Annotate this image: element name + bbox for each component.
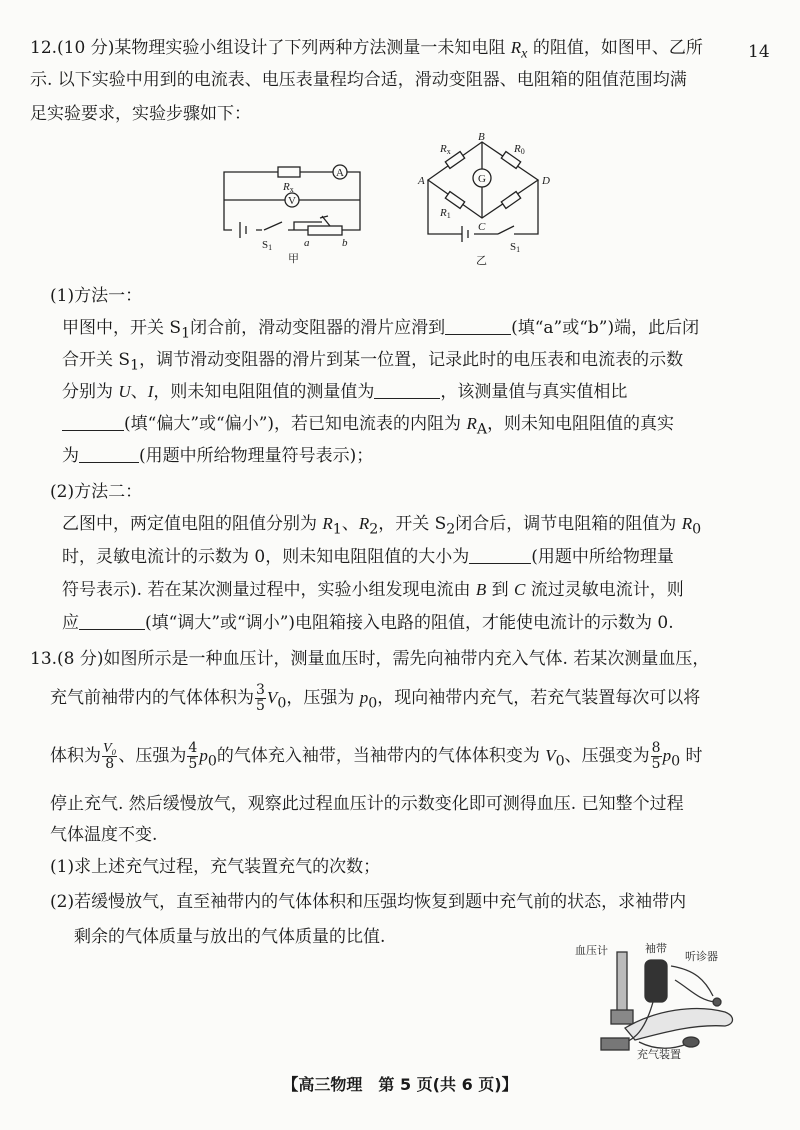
- fraction-4-5: $\frac{4}{5}$: [188, 740, 198, 772]
- fraction-v0-8: $\frac{\text{V₀}}{8}$: [103, 741, 117, 772]
- label-ammeter: A: [336, 167, 344, 179]
- label-galvanometer: G: [478, 173, 486, 185]
- fraction-8-5: $\frac{8}{5}$: [651, 740, 661, 772]
- label-stethoscope: 听诊器: [685, 951, 718, 963]
- method1-line-4: (填“偏大”或“偏小”)，若已知电流表的内阻为 $R_A$，则未知电阻阻值的真实: [62, 412, 674, 441]
- method1-line-5: 为 (用题中所给物理量符号表示)；: [62, 446, 374, 466]
- label-rx-yi: Rx: [440, 143, 451, 156]
- method2-line-1: 乙图中，两定值电阻的阻值分别为 $R_1$、$R_2$，开关 $S_2$闭合后，调节电阻箱的阻值为 $R_0$: [62, 514, 702, 538]
- answer-blank-6[interactable]: [79, 612, 145, 630]
- method1-line-1: 甲图中，开关 $S_1$闭合前，滑动变阻器的滑片应滑到 (填“a”或“b”)端，此后闭: [62, 318, 700, 342]
- label-r1-yi: R1: [440, 207, 451, 220]
- method2-line-2: 时，灵敏电流计的示数为 0，则未知电阻阻值的大小为 (用题中所给物理量: [62, 547, 674, 567]
- label-r0-yi: R0: [514, 143, 525, 156]
- method1-line-2: 合开关 $S_1$，调节滑动变阻器的滑片到某一位置，记录此时的电压表和电流表的示数: [62, 350, 684, 374]
- label-voltmeter: V: [288, 195, 296, 207]
- q13-line-1: 13.(8 分)如图所示是一种血压计，测量血压时，需先向袖带内充入气体. 若某次测量血压，: [30, 649, 710, 669]
- label-node-a: A: [418, 175, 425, 187]
- corner-page-number: 14: [748, 42, 770, 62]
- caption-yi: 乙: [476, 255, 487, 267]
- method1-line-3: 分别为 U、I，则未知电阻阻值的测量值为 ，该测量值与真实值相比: [62, 382, 628, 402]
- fraction-3-5: $\frac{3}{5}$: [256, 682, 265, 714]
- page-footer: 【高三物理 第 5 页(共 6 页)】: [282, 1075, 518, 1094]
- label-node-b: B: [478, 131, 485, 143]
- label-rx-jia: Rx: [283, 181, 294, 194]
- label-pump: 充气装置: [637, 1049, 681, 1060]
- label-cuff: 袖带: [645, 943, 667, 955]
- label-b: b: [342, 237, 348, 249]
- label-switch-yi: S1: [510, 241, 521, 254]
- q13-line-4: 停止充气. 然后缓慢放气，观察此过程血压计的示数变化即可测得血压. 已知整个过程: [50, 794, 684, 814]
- answer-blank-2[interactable]: [374, 381, 440, 399]
- q13-line-5: 气体温度不变.: [50, 825, 158, 845]
- answer-blank-3[interactable]: [62, 413, 124, 431]
- method2-line-3: 符号表示). 若在某次测量过程中，实验小组发现电流由 B 到 C 流过灵敏电流计，则: [62, 580, 684, 600]
- label-switch-jia: S1: [262, 239, 273, 252]
- answer-blank-1[interactable]: [445, 317, 511, 335]
- blood-pressure-figure: [575, 940, 755, 1060]
- q13-sub-1: (1)求上述充气过程，充气装置充气的次数；: [50, 857, 381, 877]
- label-a: a: [304, 237, 310, 249]
- circuit-figure-yi: [410, 130, 560, 268]
- label-node-c: C: [478, 221, 486, 233]
- method1-title: (1)方法一：: [50, 286, 143, 306]
- q12-line-3: 足实验要求，实验步骤如下：: [30, 104, 251, 124]
- label-gauge: 血压计: [575, 945, 608, 957]
- q13-sub-2: (2)若缓慢放气，直至袖带内的气体体积和压强均恢复到题中充气前的状态，求袖带内: [50, 892, 687, 912]
- q13-line-3: 体积为 $\frac{\text{V₀}}{8}$ 、压强为 $\frac{4}{5}$ $p_0$的气体充入袖带，当袖带内的气体体积变为 $V_0$、压强变为 $\frac{8}{5}$ $p_0$ 时: [50, 740, 703, 772]
- method2-title: (2)方法二：: [50, 482, 143, 502]
- answer-blank-5[interactable]: [469, 546, 531, 564]
- q12-line-2: 示. 以下实验中用到的电流表、电压表量程均合适，滑动变阻器、电阻箱的阻值范围均满: [30, 70, 687, 90]
- label-node-d: D: [542, 175, 550, 187]
- caption-jia: 甲: [288, 253, 299, 264]
- q12-line-1: 12.(10 分)某物理实验小组设计了下列两种方法测量一未知电阻 $R_x$ 的阻值，如图甲、乙所: [30, 38, 703, 62]
- q13-sub-2-cont: 剩余的气体质量与放出的气体质量的比值.: [74, 927, 386, 947]
- circuit-figure-jia: [212, 152, 372, 264]
- answer-blank-4[interactable]: [79, 445, 139, 463]
- method2-line-4: 应 (填“调大”或“调小”)电阻箱接入电路的阻值，才能使电流计的示数为 0.: [62, 613, 674, 633]
- q13-line-2: 充气前袖带内的气体体积为 $\frac{3}{5}$ $V_0$，压强为 $p_0$，现向袖带内充气，若充气装置每次可以将: [50, 682, 701, 714]
